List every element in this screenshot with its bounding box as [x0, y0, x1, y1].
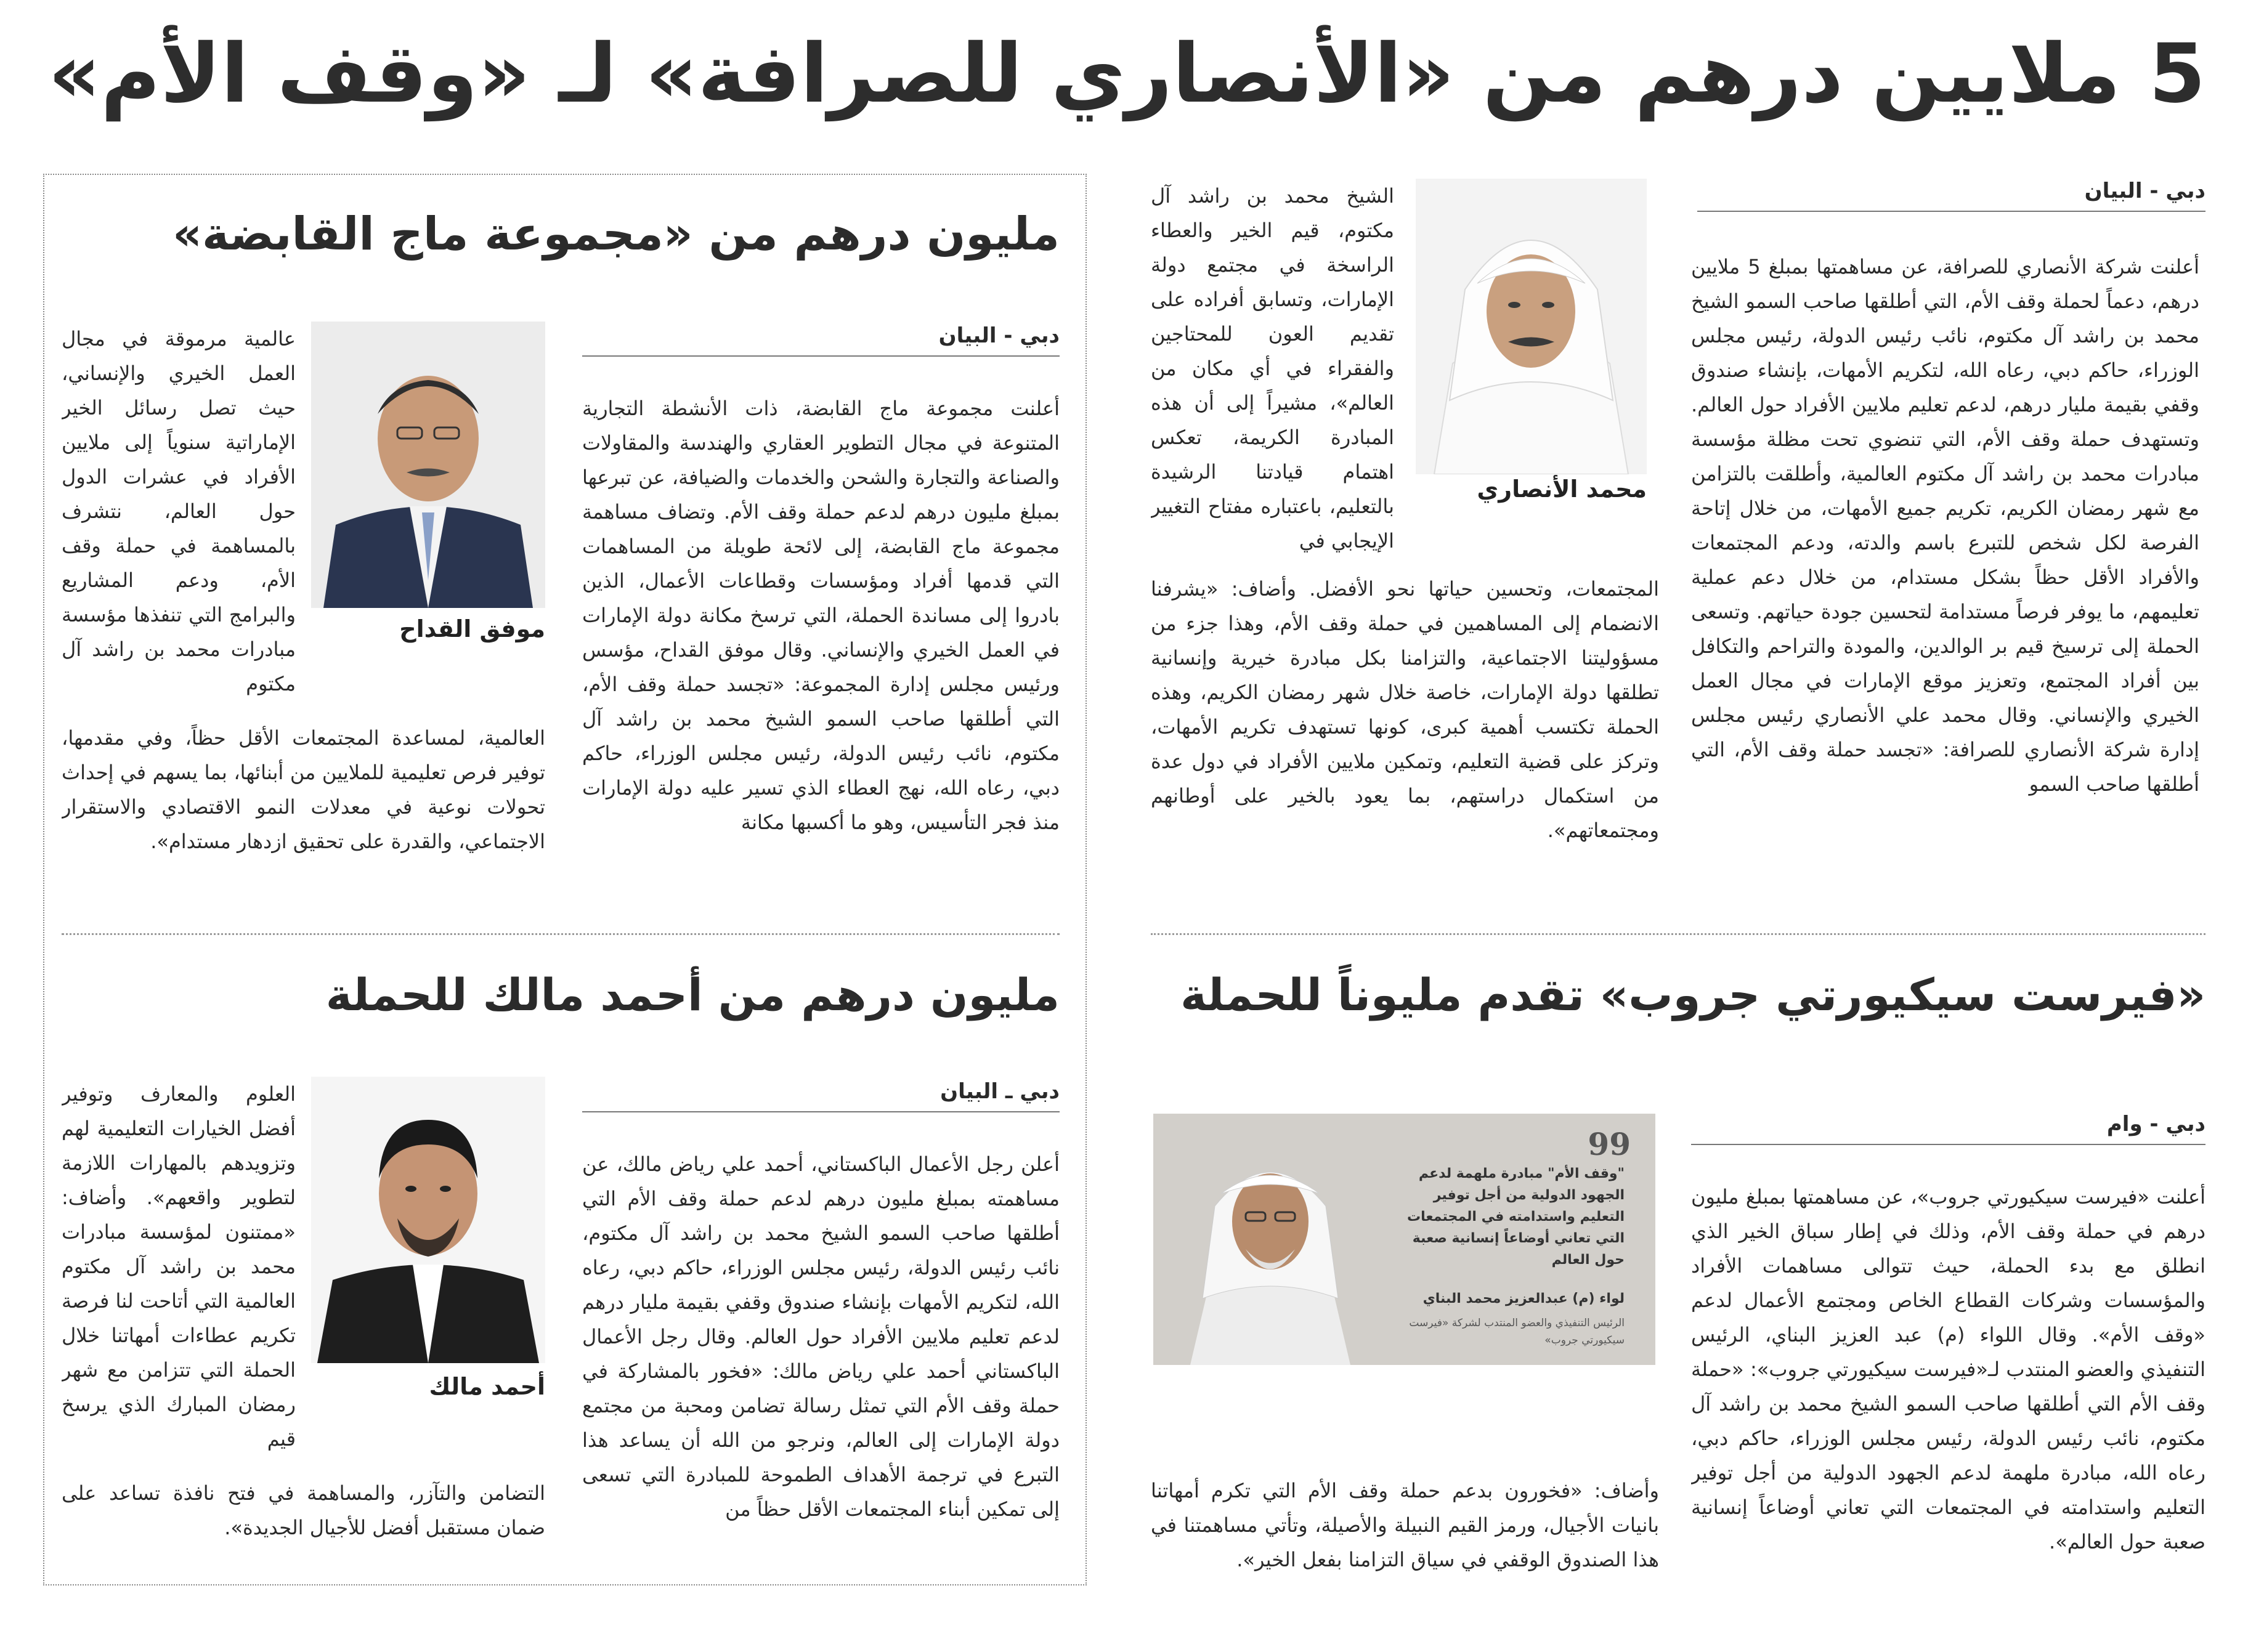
ansari-caption: محمد الأنصاري: [1477, 476, 1647, 503]
quote-mark-icon: 99: [1588, 1126, 1631, 1162]
first-security-quote-card: [1153, 1114, 1655, 1365]
first-security-byline: دبي - وام: [1691, 1112, 2205, 1145]
maj-byline: دبي - البيان: [582, 323, 1060, 357]
quote-role: الرئيس التنفيذي والعضو المنتدب لشركة «فيرست سيكيورتي جروب»: [1409, 1317, 1625, 1346]
ansari-col-left-bottom: المجتمعات، وتحسين حياتها نحو الأفضل. وأضاف: «يشرفنا الانضمام إلى المساهمين في حملة وقف الأم، وهذا جزء من مسؤوليتنا الاجتماعية، والتزامنا بكل مبادرة خيرية وإنسانية تطلقها دولة الإمارات، خاصة خلال شهر رمضان الكريم، وهذه الحملة تكتسب أهمية كبرى، كونها تستهدف تكريم الأمهات، وتركز على قضية التعليم، وتمكين ملايين الأفراد في دول عدة من استكمال دراستهم، بما يعود بالخير على أوطانهم ومجتمعاتهم».: [1151, 577, 1659, 842]
ahmed-malik-headline: مليون درهم من أحمد مالك للحملة: [325, 969, 1060, 1021]
maj-col-right: أعلنت مجموعة ماج القابضة، ذات الأنشطة التجارية المتنوعة في مجال التطوير العقاري والهندسة والمقاولات والصناعة والتجارة والشحن والخدمات والضيافة، عن تبرعها بمبلغ مليون درهم لدعم حملة وقف الأم. وتضاف مساهمة مجموعة ماج القابضة، إلى لائحة طويلة من المساهمات التي قدمها أفراد ومؤسسات وقطاعات الأعمال، الذين بادروا إلى مساندة الحملة، التي ترسخ مكانة دولة الإمارات في العمل الخيري والإنساني. وقال موفق القداح، مؤسس ورئيس مجلس إدارة المجموعة: «تجسد حملة وقف الأم، التي أطلقها صاحب السمو الشيخ محمد بن راشد آل مكتوم، نائب رئيس الدولة، رئيس مجلس الوزراء، حاكم دبي، رعاه الله، نهج العطاء الذي تسير عليه دولة الإمارات منذ فجر التأسيس، وهو ما أكسبها مكانة: [582, 397, 1060, 834]
main-title: 5 ملايين درهم من «الأنصاري للصرافة» لـ «وقف الأم»: [48, 26, 2205, 121]
quote-text: "وقف الأم" مبادرة ملهمة لدعم الجهود الدولية من أجل توفير التعليم واستدامته في المجتمعات التي تعاني أوضاعاً إنسانية صعبة حول العالم: [1407, 1166, 1625, 1268]
ahmed-malik-col-right: أعلن رجل الأعمال الباكستاني، أحمد علي رياض مالك، عن مساهمته بمبلغ مليون درهم لدعم حملة وقف الأم التي أطلقها صاحب السمو الشيخ محمد بن راشد آل مكتوم، نائب رئيس الدولة، رئيس مجلس الوزراء، حاكم دبي، رعاه الله، لتكريم الأمهات بإنشاء صندوق وقفي بقيمة مليار درهم لدعم تعليم ملايين الأفراد حول العالم. وقال رجل الأعمال الباكستاني أحمد علي رياض مالك: «فخور بالمشاركة في حملة وقف الأم التي تمثل رسالة تضامن ومحبة من مجتمع دولة الإمارات إلى العالم، ونرجو من الله أن يساعد هذا التبرع في ترجمة الأهداف الطموحة للمبادرة التي تسعى إلى تمكين أبناء المجتمعات الأقل حظاً من: [582, 1152, 1060, 1521]
right-separator: [1151, 933, 2205, 935]
left-box-separator: [62, 933, 1060, 935]
first-security-headline: «فيرست سيكيورتي جروب» تقدم مليوناً للحملة: [1180, 969, 2205, 1021]
maj-col-left-bottom: العالمية، لمساعدة المجتمعات الأقل حظاً، وفي مقدمها، توفير فرص تعليمية للملايين من أبنائها، بما يسهم في إحداث تحولات نوعية في معدلات النمو الاقتصادي والاستقرار الاجتماعي، والقدرة على تحقيق ازدهار مستدام».: [62, 726, 545, 853]
maj-col-left-top: عالمية مرموقة في مجال العمل الخيري والإنساني، حيث تصل رسائل الخير الإماراتية سنوياً إلى ملايين الأفراد في عشرات الدول حول العالم، نتشرف بالمساهمة في حملة وقف الأم، ودعم المشاريع والبرامج التي تنفذها مؤسسة مبادرات محمد بن راشد آل مكتوم: [62, 327, 296, 695]
ahmed-malik-col-left-bottom: التضامن والتآزر، والمساهمة في فتح نافذة تساعد على ضمان مستقبل أفضل للأجيال الجديدة».: [62, 1481, 545, 1539]
ahmed-malik-caption: أحمد مالك: [429, 1373, 545, 1400]
first-security-col-left: وأضاف: «فخورون بدعم حملة وقف الأم التي تكرم أمهاتنا بانيات الأجيال، ورمز القيم النبيلة والأصيلة، وتأتي مساهمتنا في هذا الصندوق الوقفي في سياق التزامنا بفعل الخير».: [1151, 1479, 1659, 1571]
ansari-byline: دبي - البيان: [1697, 179, 2205, 212]
ahmed-malik-byline: دبي ـ البيان: [582, 1079, 1060, 1112]
first-security-col-right: أعلنت «فيرست سيكيورتي جروب»، عن مساهمتها بمبلغ مليون درهم في حملة وقف الأم، وذلك في إطار سباق الخير الذي انطلق مع بدء الحملة، حيث تتوالى مساهمات الأفراد والمؤسسات وشركات القطاع الخاص ومجتمع الأعمال لدعم «وقف الأم». وقال اللواء (م) عبد العزيز البناي، الرئيس التنفيذي والعضو المنتدب لـ«فيرست سيكيورتي جروب»: «حملة وقف الأم التي أطلقها صاحب السمو الشيخ محمد بن راشد آل مكتوم، نائب رئيس الدولة، رئيس مجلس الوزراء، حاكم دبي، رعاه الله، مبادرة ملهمة لدعم الجهود الدولية من أجل توفير التعليم واستدامته في المجتمعات التي تعاني أوضاعاً إنسانية صعبة حول العالم».: [1691, 1185, 2205, 1553]
ansari-photo: [1416, 179, 1647, 474]
ahmed-malik-photo: [311, 1077, 545, 1363]
quote-name: لواء (م) عبدالعزيز محمد البناي: [1422, 1291, 1625, 1306]
ansari-col-right: أعلنت شركة الأنصاري للصرافة، عن مساهمتها بمبلغ 5 ملايين درهم، دعماً لحملة وقف الأم، التي أطلقها صاحب السمو الشيخ محمد بن راشد آل مكتوم، نائب رئيس الدولة، رئيس مجلس الوزراء، حاكم دبي، رعاه الله، لتكريم الأمهات، بإنشاء صندوق وقفي بقيمة مليار درهم، لدعم تعليم ملايين الأفراد حول العالم. وتستهدف حملة وقف الأم، التي تنضوي تحت مظلة مؤسسة مبادرات محمد بن راشد آل مكتوم العالمية، وأطلقت بالتزامن مع شهر رمضان الكريم، تكريم جميع الأمهات، من خلال إتاحة الفرصة لكل شخص للتبرع باسم والدته، ودعم المجتمعات والأفراد الأقل حظاً بشكل مستدام، من خلال دعم عملية تعليمهم، ما يوفر فرصاً مستدامة لتحسين جودة حياتهم. وتسعى الحملة إلى ترسيخ قيم بر الوالدين، والمودة والتراحم والتكافل بين أفراد المجتمع، وتعزيز موقع الإمارات في مجال العمل الخيري والإنساني. وقال محمد علي الأنصاري رئيس مجلس إدارة شركة الأنصاري للصرافة: «تجسد حملة وقف الأم، التي أطلقها صاحب السمو: [1691, 255, 2199, 796]
ahmed-malik-col-left-top: العلوم والمعارف وتوفير أفضل الخيارات التعليمية لهم وتزويدهم بالمهارات اللازمة لتطوير واقعهم». وأضاف: «ممتنون لمؤسسة مبادرات محمد بن راشد آل مكتوم العالمية التي أتاحت لنا فرصة تكريم عطاءات أمهاتنا خلال الحملة التي تتزامن مع شهر رمضان المبارك الذي يرسخ قيم: [62, 1082, 296, 1451]
maj-headline: مليون درهم من «مجموعة ماج القابضة»: [172, 208, 1060, 261]
maj-caption: موفق القداح: [399, 615, 545, 642]
maj-photo: [311, 322, 545, 608]
ansari-col-left-top: الشيخ محمد بن راشد آل مكتوم، قيم الخير والعطاء الراسخة في مجتمع دولة الإمارات، وتسابق أفراده على تقديم العون للمحتاجين والفقراء في أي مكان من العالم»، مشيراً إلى أن هذه المبادرة الكريمة، تعكس اهتمام قيادتنا الرشيدة بالتعليم، باعتباره مفتاح التغيير الإيجابي في: [1151, 184, 1394, 553]
